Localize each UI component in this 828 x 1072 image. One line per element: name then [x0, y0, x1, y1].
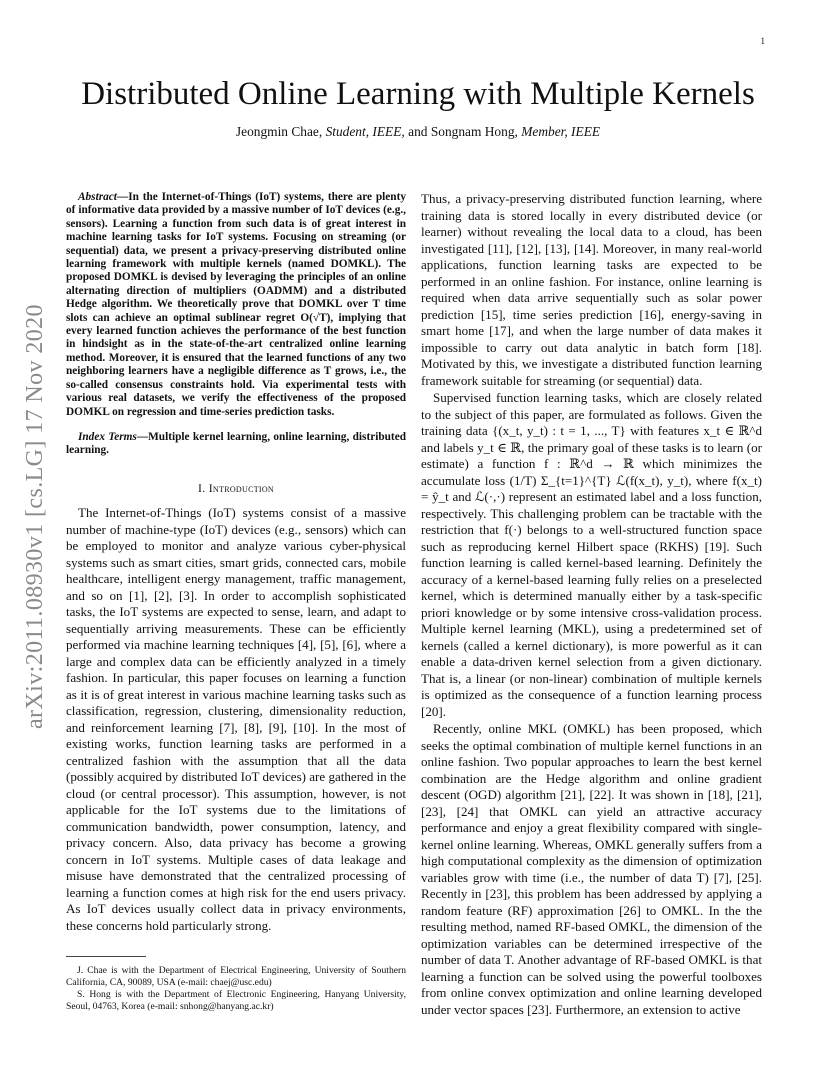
author-name: Jeongmin Chae,: [235, 124, 323, 139]
author-role: Member, IEEE: [521, 124, 601, 139]
left-column: [66, 191, 406, 1013]
footnote: J. Chae is with the Department of Electrical Engineering, University of Southern California, CA, 90089, USA (e-mail: chaej@usc.edu): [66, 965, 406, 989]
abstract: [66, 191, 406, 419]
author-name: and Songnam Hong,: [408, 124, 518, 139]
page-number: 1: [760, 36, 765, 46]
body-paragraph: Supervised function learning tasks, which are closely related to the subject of this paper, are formulated as follows. Given the training data {(x_t, y_t) : t = 1, ..., T} with features x_t ∈ ℝ^d and labels y_t ∈ ℝ, the primary goal of these tasks is to learn (or estimate) a function f : ℝ^d → ℝ which minimizes the accumulate loss (1/T) Σ_{t=1}^{T} ℒ(f(x_t), y_t), where f(x_t) = ŷ_t and ℒ(·,·) represent an estimated label and a loss function, respectively. This challenging problem can be tractable with the restriction that f(·) belongs to a well-structured function space such as reproducing kernel Hilbert space (RKHS) [19]. Such function learning is called kernel-based learning. Definitely the accuracy of a kernel-based learning fully relies on a preselected kernel, which is determined manually either by a task-specific priori knowledge or by some intensive cross-validation process. Multiple kernel learning (MKL), using a predetermined set of kernels (called a kernel dictionary), is more powerful as it can enable a data-driven kernel selection from a given dictionary. That is, a linear (or non-linear) combination of multiple kernels is optimized as the consequence of a function learning process [20].: [421, 390, 762, 719]
paper-title: Distributed Online Learning with Multiple Kernels: [81, 76, 755, 112]
index-terms-label: Index Terms: [78, 430, 137, 443]
index-terms: [66, 431, 406, 458]
author-line: [40, 124, 796, 140]
right-column: [421, 191, 762, 1019]
abstract-label: Abstract: [78, 191, 117, 203]
footnote-divider: [66, 956, 146, 957]
section-number: I.: [197, 480, 206, 495]
index-terms-text: —Multiple kernel learning, online learning, distributed learning.: [66, 430, 406, 457]
body-paragraph: The Internet-of-Things (IoT) systems consist of a massive number of machine-type (IoT) devices (e.g., sensors) which can be employed to monitor and analyze various cyber-physical systems such as smart cities, smart grids, connected cars, mobile healthcare, intelligent energy management, traffic management, and so on [1], [2], [3]. In order to accomplish sophisticated tasks, the IoT systems are expected to sense, learn, and adapt to sequentially arriving measurements. These can be efficiently performed via machine learning techniques [4], [5], [6], where a large and complex data can be efficiently analyzed in a timely fashion. In particular, this paper focuses on learning a function as it is of great interest in various machine learning tasks such as classification, regression, clustering, dimensionality reduction, and reinforcement learning [7], [8], [9], [10]. In the most of existing works, function learning tasks are performed in a centralized fashion with the assumption that all the data (possibly acquired by distributed IoT devices) are gathered in the cloud (or central processor). This assumption, however, is not applicable for the IoT systems due to the limitations of communication bandwidth, power consumption, latency, and privacy concern. Also, data privacy has become a growing concern in IoT systems. Multiple cases of data leakage and misuse have demonstrated that the centralized processing of learning a function comes at high risk for the end users privacy. As IoT devices usually collect data in privacy environments, these concerns hold particularly strong.: [66, 505, 406, 933]
body-paragraph: Thus, a privacy-preserving distributed function learning, where training data is stored locally in every distributed device (or learner) without revealing the local data to a cloud, has been investigated [11], [12], [13], [14]. Moreover, in many real-world applications, function learning tasks are expected to be performed in an online fashion. For instance, online learning is required when data arrive sequentially such as solar power prediction [15], time series prediction [16], energy-saving in smart home [17], and when the large number of data makes it impossible to carry out data analytic in batch form [18]. Motivated by this, we investigate a distributed function learning framework suitable for streaming (or sequential) data.: [421, 191, 762, 388]
section-title: Introduction: [208, 480, 275, 495]
arxiv-stamp: arXiv:2011.08930v1 [cs.LG] 17 Nov 2020: [22, 304, 48, 729]
author-role: Student, IEEE,: [325, 124, 405, 139]
body-paragraph: Recently, online MKL (OMKL) has been proposed, which seeks the optimal combination of multiple kernel functions in an online fashion. Two popular approaches to learn the best kernel combination are the Hedge algorithm and online gradient descent (OGD) algorithm [21], [22]. It was shown in [18], [21], [23], [24] that OMKL can yield an attractive accuracy performance and enjoy a great flexibility compared with single-kernel online learning. Whereas, OMKL generally suffers from a high computational complexity as the dimension of optimization variables grow with time (i.e., the number of data T) [7], [25]. Recently in [23], this problem has been addressed by applying a random feature (RF) approximation [26] to OMKL. In the the resulting method, named RF-based OMKL, the dimension of the optimization variables can be determined irrespective of the number of data T. Another advantage of RF-based OMKL is that learning a function can be solved using the powerful toolboxes from online convex optimization and online learning developed under vector spaces [23]. Furthermore, an extension to active: [421, 721, 762, 1017]
footnote: S. Hong is with the Department of Electronic Engineering, Hanyang University, Seoul, 04763, Korea (e-mail: snhong@hanyang.ac.kr): [66, 989, 406, 1013]
section-heading: [66, 480, 406, 497]
abstract-text: —In the Internet-of-Things (IoT) systems, there are plenty of informative data provided by a massive number of IoT devices (e.g., sensors). Learning a function from such data is of great interest in machine learning tasks for IoT systems. Focusing on streaming (or sequential) data, we present a privacy-preserving distributed online learning framework with multiple kernels (named DOMKL). The proposed DOMKL is devised by leveraging the principles of an online alternating direction of multipliers (OADMM) and a distributed Hedge algorithm. We theoretically prove that DOMKL over T time slots can achieve an optimal sublinear regret O(√T), implying that every learned function achieves the performance of the best function in hindsight as in the state-of-the-art centralized online learning method. Moreover, it is ensured that the learned functions of any two neighboring learners have a negligible difference as T grows, i.e., the so-called consensus constraints hold. Via experimental tests with various real datasets, we verify the effectiveness of the proposed DOMKL on regression and time-series prediction tasks.: [66, 191, 406, 418]
